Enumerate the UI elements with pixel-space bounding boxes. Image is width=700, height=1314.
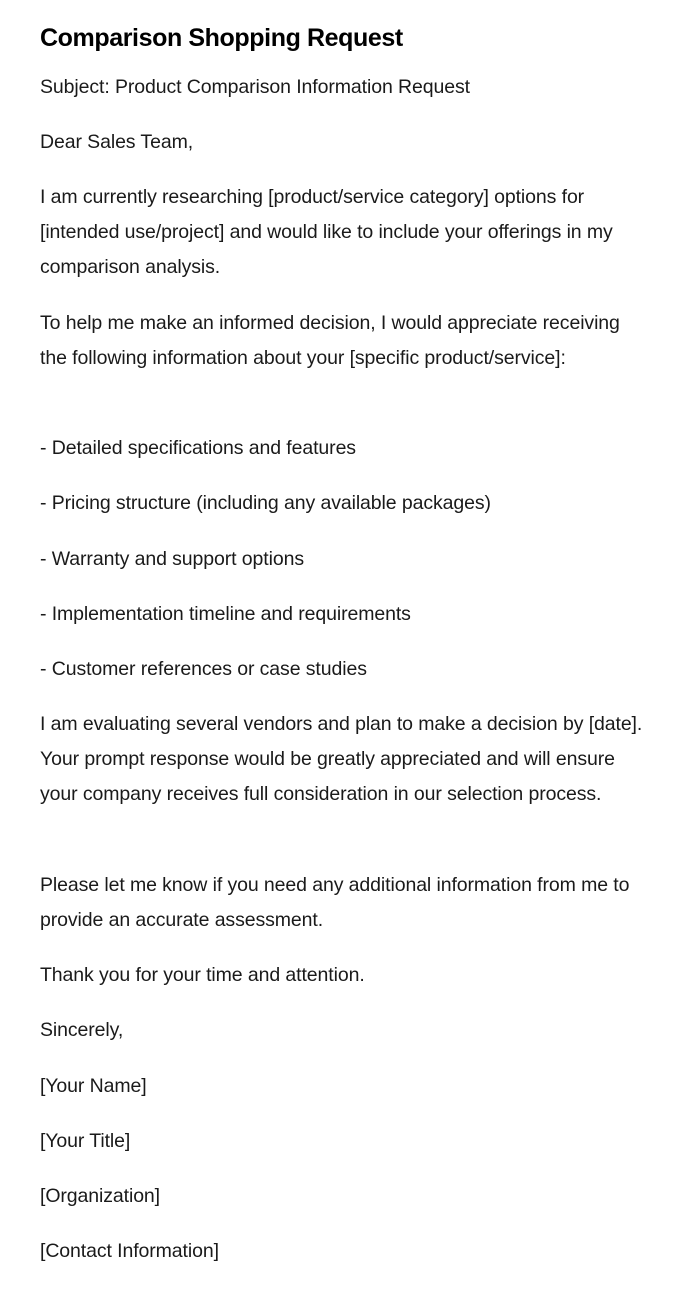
list-item-specifications: - Detailed specifications and features [40, 437, 356, 459]
list-item-pricing: - Pricing structure (including any available packages) [40, 492, 491, 514]
list-item-warranty: - Warranty and support options [40, 548, 304, 570]
signature-organization: [Organization] [40, 1185, 160, 1207]
list-item-references: - Customer references or case studies [40, 658, 367, 680]
intro-paragraph: I am currently researching [product/service category] options for [intended use/project] and would like to include your offerings in my comparison analysis. [40, 186, 613, 278]
evaluation-paragraph: I am evaluating several vendors and plan to make a decision by [date]. Your prompt response would be greatly appreciated and will ensure your company receives full consideration in our selection process. [40, 713, 643, 805]
additional-info-paragraph: Please let me know if you need any additional information from me to provide an accurate assessment. [40, 874, 630, 931]
request-paragraph: To help me make an informed decision, I would appreciate receiving the following information about your [specific product/service]: [40, 312, 620, 369]
signature-contact: [Contact Information] [40, 1240, 219, 1262]
document-title: Comparison Shopping Request [40, 24, 403, 52]
subject-line: Subject: Product Comparison Information Request [40, 76, 470, 98]
signature-title: [Your Title] [40, 1130, 131, 1152]
thank-you-line: Thank you for your time and attention. [40, 964, 365, 986]
signature-name: [Your Name] [40, 1075, 147, 1097]
greeting: Dear Sales Team, [40, 131, 194, 153]
list-item-implementation: - Implementation timeline and requirements [40, 603, 411, 625]
sign-off: Sincerely, [40, 1019, 124, 1041]
